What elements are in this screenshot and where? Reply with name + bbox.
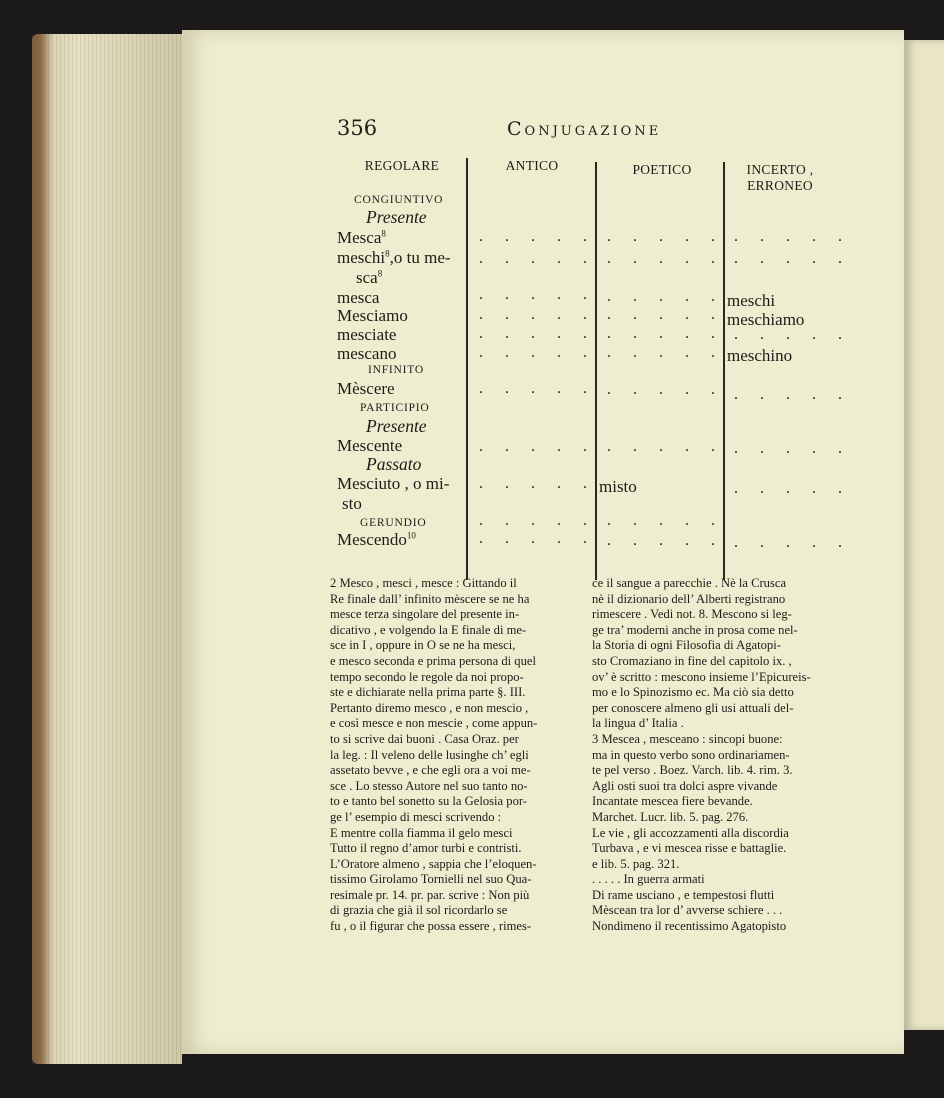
book-page-edges [32,34,182,1064]
footnote-line: la Storia di ogni Filosofia di Agatopi- [592,638,781,653]
footnote-line: sto Cromaziano in fine del capitolo ix. , [592,653,792,668]
footnote-line: fu , o il figurar che possa essere , rimes- [330,919,532,934]
footnote-line: Pertanto diremo mesco , e non mescio , [330,700,529,715]
form-mesciuto: Mesciuto , o mi- [337,474,450,493]
dots-poetico: . . . . . [607,438,724,455]
footnote-line: ov’ è scritto : mescono insieme l’Epicureis- [592,669,811,684]
dots-antico: . . . . . [479,325,596,342]
dots-antico: . . . . . [479,286,596,303]
footnote-line: assetato bevve , e che egli ora a voi me- [330,763,531,778]
dots-incerto: . . . . . [734,480,851,497]
footnote-line: Nondimeno il recentissimo Agatopisto [592,919,787,934]
form-mescente: Mescente [337,436,403,455]
dots-poetico: . . . . . [607,288,724,305]
dots-incerto: . . . . . [734,386,851,403]
footnote-line: ge tra’ moderni anche in prosa come nel- [592,622,798,637]
footnote-line: ste e dichiarate nella prima parte §. III. [330,685,526,700]
footnote-line: ma in questo verbo sono ordinariamen- [592,747,790,762]
footnote-line: nè il dizionario dell’ Alberti registrano [592,591,786,606]
dots-poetico: . . . . . [607,250,724,267]
footnote-line: mo e lo Spinozismo ec. Ma ciò sia detto [592,685,794,700]
footnote-line: 2 Mesco , mesci , mesce : Gittando il [330,576,517,590]
dots-antico: . . . . . [479,380,596,397]
footnote-line: sce . Lo stesso Autore nel suo tanto no- [330,778,528,793]
footnote-line: te pel verso . Boez. Varch. lib. 4. rim. 3. [592,763,793,778]
footnote-line: tissimo Girolamo Tornielli nel suo Qua- [330,872,532,887]
column-header-poetico: POETICO [632,162,692,177]
label-passato: Passato [366,454,422,474]
dots-poetico: . . . . . [607,381,724,398]
form-mescendo: Mescendo$^{10}$ [337,530,416,549]
variant-meschiamo: meschiamo [727,310,805,329]
footnote-line: E mentre colla fiamma il gelo mesci [330,825,513,840]
variant-meschino: meschino [727,346,793,365]
label-participio: PARTICIPIO [360,402,430,414]
footnote-line: Mèscean tra lor d’ avverse schiere . . . [592,903,783,918]
dots-antico: . . . . . [479,438,596,455]
form-mesca: Mesca$^8$ [337,228,386,247]
column-rule [466,158,468,580]
column-header-regolare: REGOLARE [364,158,440,173]
footnote-line: Di rame usciano , e tempestosi flutti [592,887,775,902]
dots-antico: . . . . . [479,530,596,547]
dots-antico: . . . . . [479,344,596,361]
form-mesca-2: mesca [337,288,380,307]
variant-misto: misto [599,477,637,496]
footnote-line: 3 Mescea , mesceano : sincopi buone: [592,731,783,746]
footnote-line: to si scrive dai buoni . Casa Oraz. per [330,731,519,746]
footnote-line: e così mesce e non mescie , come appun- [330,716,538,731]
form-mesciuto-cont: sto [342,494,362,513]
footnote-line: Le vie , gli accozzamenti alla discordia [592,825,789,840]
footnote-line: per conoscere almeno gli usi attuali del- [592,700,794,715]
facing-page-edge [904,40,944,1030]
footnote-line: Turbava , e vi mescea risse e battaglie. [592,841,787,856]
dots-poetico: . . . . . [607,512,724,529]
footnote-line: sce in I , oppure in O se ne ha mesci, [330,638,516,653]
dots-incerto: . . . . . [734,534,851,551]
footnotes-right-column [592,576,836,935]
label-infinito: INFINITO [368,364,425,376]
dots-antico: . . . . . [479,512,596,529]
footnote-line: Tutto il regno d’amor turbi e contristi. [330,841,522,856]
dots-antico: . . . . . [479,250,596,267]
label-gerundio: GERUNDIO [360,517,427,529]
label-presente: Presente [366,207,427,227]
dots-incerto: . . . . . [734,250,851,267]
footnote-line: ce il sangue a parecchie . Nè la Crusca [592,576,787,590]
dots-poetico: . . . . . [607,306,724,323]
dots-antico: . . . . . [479,306,596,323]
footnote-line: Marchet. Lucr. lib. 5. pag. 276. [592,809,749,824]
footnote-line: dicativo , e volgendo la E finale di me- [330,622,527,637]
footnote-line: Re finale dall’ infinito mèscere se ne ha [330,591,530,606]
dots-poetico: . . . . . [607,344,724,361]
footnote-line: di grazia che già il sol ricordarlo se [330,903,508,918]
form-mesciamo: Mesciamo [337,306,408,325]
footnote-line: Agli osti suoi tra dolci aspre vivande [592,778,778,793]
footnote-line: . . . . . In guerra armati [592,872,705,887]
form-meschi: meschi$^8$,o tu me- [337,248,451,267]
footnote-line: tempo secondo le regole da noi propo- [330,669,524,684]
footnote-line: ge l’ esempio di mesci scrivendo : [330,809,502,824]
footnote-line: la lingua d’ Italia . [592,716,684,731]
footnotes-left-column [330,576,572,935]
page-number: 356 [337,116,378,140]
footnote-line: mesce terza singolare del presente in- [330,607,520,622]
column-header-antico: ANTICO [505,158,559,173]
form-mesciate: mesciate [337,325,397,344]
dots-antico: . . . . . [479,475,596,492]
form-meschi-cont: sca$^8$ [356,268,383,287]
footnote-line: e mesco seconda e prima persona di quel [330,653,536,668]
form-mescere: Mèscere [337,379,395,398]
dots-antico: . . . . . [479,228,596,245]
footnote-line: rimescere . Vedi not. 8. Mescono si leg- [592,607,792,622]
dots-incerto: . . . . . [734,228,851,245]
footnote-line: la leg. : Il veleno delle lusinghe ch’ egli [330,747,529,762]
footnote-line: e lib. 5. pag. 321. [592,856,680,871]
dots-poetico: . . . . . [607,325,724,342]
running-title: Conjugazione [507,118,662,140]
dots-poetico: . . . . . [607,532,724,549]
dots-poetico: . . . . . [607,228,724,245]
dots-incerto: . . . . . [734,440,851,457]
dots-incerto: . . . . . [734,326,851,343]
footnote-line: to e tanto bel sonetto su la Gelosia por- [330,794,528,809]
footnote-line: resimale pr. 14. pr. par. scrive : Non più [330,887,530,902]
label-presente-2: Presente [366,416,427,436]
footnote-line: L’Oratore almeno , sappia che l’eloquen- [330,856,537,871]
label-congiuntivo: CONGIUNTIVO [354,194,444,206]
form-mescano: mescano [337,344,397,363]
column-header-incerto: INCERTO , ERRONEO [746,162,814,193]
footnote-line: Incantate mescea fiere bevande. [592,794,753,809]
variant-meschi: meschi [727,291,776,310]
book-page [182,30,904,1054]
